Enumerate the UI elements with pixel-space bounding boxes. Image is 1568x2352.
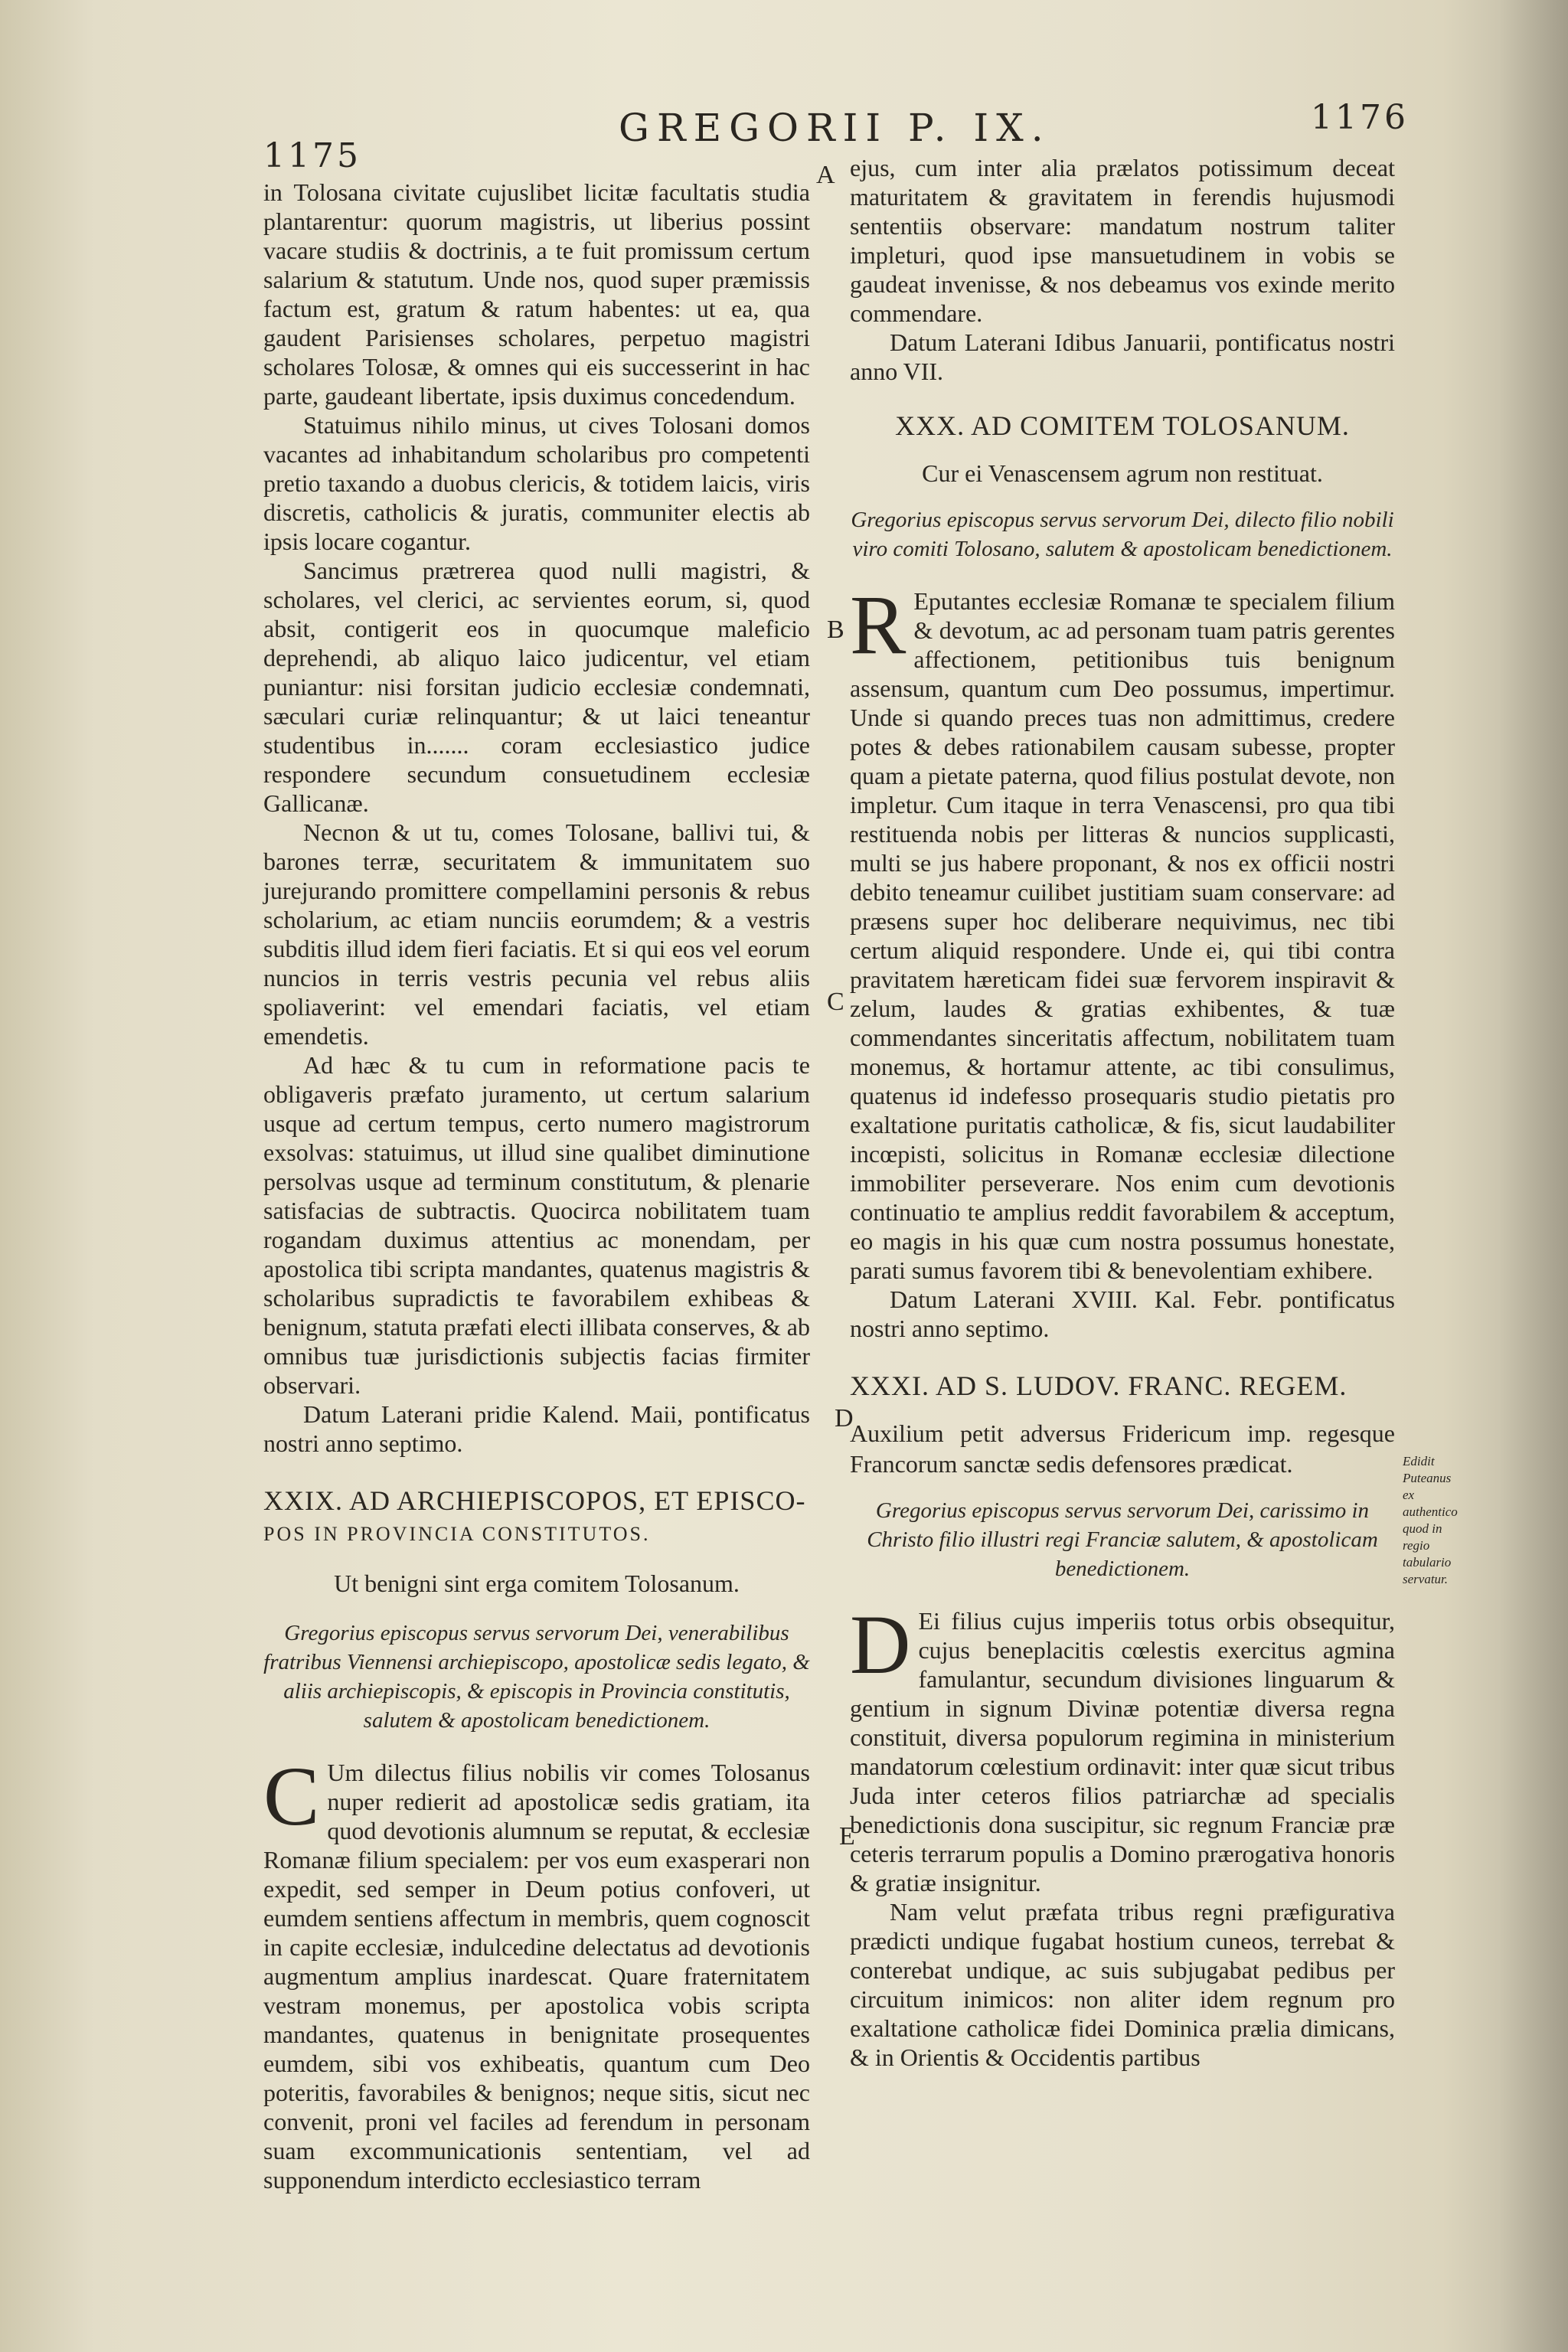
paragraph: Statuimus nihilo minus, ut cives Tolosani domos vacantes ad inhabitandum scholaribus pro competenti pretio taxando a duobus clericis, & totidem laicis, viris discretis, catholicis & juratis, communiter electis ab ipsis locare cogantur.	[263, 411, 810, 555]
letter-body-text: Eputantes ecclesiæ Romanæ te specialem filium & devotum, ac ad personam tuam patris gerentes affectionem, petitionibus tuis benignum assensum, quantum cum Deo possumus, impertimur. Unde si quando preces tuas non admittimus, credere potes & debes rationabilem causam subesse, propter quam a pietate paterna, quod filius postulat devote, non impletur. Cum itaque in terra Venascensi, pro qua tibi restituenda nobis per litteras & nuncios supplicasti, multi se jus habere proponant, & nos ex officii nostri debito teneamur cuilibet justitiam suam conservare: ad præsens super hoc deliberare nequivimus, nec tibi certum aliquid respondere. Unde ei, qui tibi contra pravitatem hæreticam fidei suæ fervorem inspiravit & zelum, laudes & gratias exhibentes, & tuæ commendantes sinceritatis affectum, nobilitatem tuam monemus, & hortamur attente, ac tibi consulimus, quatenus id indefesso prosequaris studio pietatis pro exaltatione puritatis catholicæ, & fis, sicut laudabiliter incœpisti, solicitus in Romanæ ecclesiæ dilectione immobiliter perseverare. Nos enim cum devotionis continuatio te amplius reddit favorabilem & acceptum, eo magis in his quæ cum nostra possumus honestate, parati sumus favorem tibi & benevolentiam exhibere.	[850, 587, 1395, 1284]
letter-subtitle-xxxi: Auxilium petit adversus Fridericum imp. regesque Francorum sanctæ sedis defensores prædicat.	[850, 1419, 1395, 1478]
letter-date: Datum Laterani pridie Kalend. Maii, pontificatus nostri anno septimo.	[263, 1400, 810, 1457]
running-head: GREGORII P. IX.	[619, 106, 1051, 150]
letter-heading-xxix-continued: POS IN PROVINCIA CONSTITUTOS.	[263, 1523, 651, 1545]
paragraph: in Tolosana civitate cujuslibet licitæ facultatis studia plantarentur: quorum magistris, ut liberius possint vacare studiis & doctrinis, a te fuit promissum certum salarium & statutum. Unde nos, quod super præmissis factum est, gratum & ratum habentes: ut ea, qua gaudent Parisienses scholares, perpetuo magistri scholares Tolosæ, & omnes qui eis successerint in hac parte, gaudeant libertate, ipsis duximus concedendum.	[263, 178, 810, 410]
page-number-left: 1175	[263, 136, 361, 175]
letter-date: Datum Laterani XVIII. Kal. Febr. pontificatus nostri anno septimo.	[850, 1285, 1395, 1342]
letter-heading-xxxi: XXXI. AD S. LUDOV. FRANC. REGEM.	[850, 1370, 1348, 1401]
paragraph: Nam velut præfata tribus regni præfigurativa prædicti undique fugabat hostium cuneos, terrebat & conterebat undique, ac suis subjugabat pedibus per circuitum inimicos: non aliter idem regnum pro exaltatione catholicæ fidei Dominica prælia dimicans, & in Orientis & Occidentis partibus	[850, 1898, 1395, 2071]
letter-heading-xxx: XXX. AD COMITEM TOLOSANUM.	[895, 410, 1350, 441]
right-column	[850, 153, 1395, 2072]
margin-letter-c: C	[827, 988, 844, 1016]
letter-body-xxxi	[850, 1598, 1395, 1897]
drop-cap: R	[850, 578, 906, 671]
letter-subtitle-xxix: Ut benigni sint erga comitem Tolosanum.	[334, 1570, 740, 1597]
letter-inscription-xxxi: Gregorius episcopus servus servorum Dei, carissimo in Christo filio illustri regi Franciæ salutem, & apostolicam benedictionem.	[867, 1498, 1378, 1581]
margin-note: Edidit Puteanus ex authentico quod in regio tabulario servatur.	[1403, 1454, 1458, 1586]
letter-subtitle-xxx: Cur ei Venascensem agrum non restituat.	[922, 459, 1323, 487]
left-column	[263, 178, 810, 2194]
letter-date: Datum Laterani Idibus Januarii, pontificatus nostri anno VII.	[850, 328, 1395, 385]
paragraph: Necnon & ut tu, comes Tolosane, ballivi tui, & barones terræ, securitatem & immunitatem suo jurejurando promittere compellamini personis & rebus scholarium, ac etiam nunciis eorumdem; & a vestris subditis illud idem fieri faciatis. Et si qui eos vel eorum nuncios in terris vestris pecunia vel rebus aliis spoliaverint: vel emendari faciatis, vel etiam emendetis.	[263, 818, 810, 1050]
letter-inscription-xxix: Gregorius episcopus servus servorum Dei, venerabilibus fratribus Viennensi archiepiscopo, apostolicæ sedis legato, & aliis archiepiscopis, & episcopis in Provincia constitutis, salutem & apostolicam benedictionem.	[263, 1621, 810, 1733]
letter-body-xxx	[850, 578, 1395, 1285]
paragraph: Ad hæc & tu cum in reformatione pacis te obligaveris præfato juramento, ut certum salarium usque ad certum tempus, certo numero magistrorum exsolvas: statuimus, ut illud sine qualibet diminutione persolvas usque ad terminum constitutum, & plenarie satisfacias de subtractis. Quocirca nobilitatem tuam rogandam duximus attentius ac monendam, per apostolica tibi scripta mandantes, quatenus magistris & scholaribus supradictis te favorabilem exhibeas & benignum, statuta præfati electi illibata conserves, & ab omnibus tuæ jurisdictionis subjectis facias firmiter observari.	[263, 1051, 810, 1399]
margin-letter-e: E	[839, 1822, 855, 1851]
paragraph: Sancimus prætrerea quod nulli magistri, & scholares, vel clerici, ac servientes eorum, si, quod absit, contigerit eos in quocumque maleficio deprehendi, ab aliquo laico judicentur, vel etiam puniantur: nisi forsitan judicio ecclesiæ condemnati, sæculari curiæ relinquantur; & ut laici teneantur studentibus in....... coram ecclesiastico judice respondere secundum consuetudinem ecclesiæ Gallicanæ.	[263, 557, 810, 817]
margin-letter-a: A	[816, 161, 835, 189]
letter-body-xxix	[263, 1749, 810, 2194]
drop-cap: C	[263, 1749, 320, 1843]
drop-cap: D	[850, 1598, 911, 1691]
letter-heading-xxix: XXIX. AD ARCHIEPISCOPOS, ET EPISCO-	[263, 1485, 806, 1516]
letter-body-text: Ei filius cujus imperiis totus orbis obsequitur, cujus beneplacitis cœlestis exercitus agmina famulantur, secundum divisiones linguarum & gentium in signum Divinæ potentiæ diversa regna constituit, diversa populorum regimina in ministerium mandatorum cœlestium ordinavit: inter quæ sicut tribus Juda inter ceteros filios patriarchæ ad specialis benedictionis dona suscipitur, sic regnum Franciæ præ ceteris terrarum populis a Domino prærogativa honoris & gratiæ insignitur.	[850, 1607, 1395, 1896]
margin-letter-b: B	[827, 616, 844, 644]
letter-body-text: Um dilectus filius nobilis vir comes Tolosanus nuper redierit ad apostolicæ sedis gratiam, ita quod devotionis alumnum se reputat, & ecclesiæ Romanæ filium specialem: per vos eum exasperari non expedit, sed semper in Deum potius confoveri, ut eumdem sentiens affectum in membris, quem cognoscit in capite ecclesiæ, indulcedine delectatus ad devotionis augmentum amplius inardescat. Quare fraternitatem vestram monemus, per apostolica vobis scripta mandantes, quatenus in benignitate prosequentes eumdem, sibi vos exhibeatis, quantum cum Deo poteritis, favorabiles & benignos; neque sitis, sicut nec convenit, proni vel faciles ad ferendum in personam suam excommunicationis sententiam, vel ad supponendum interdicto ecclesiastico terram	[263, 1759, 810, 2194]
letter-inscription-xxx: Gregorius episcopus servus servorum Dei, dilecto filio nobili viro comiti Tolosano, salutem & apostolicam benedictionem.	[851, 508, 1394, 561]
paragraph: ejus, cum inter alia prælatos potissimum deceat maturitatem & gravitatem in ferendis hujusmodi sententiis observare: mandatum nostrum taliter impleturi, quod ipse mansuetudinem in vobis se gaudeat invenisse, & nos debeamus vos exinde merito commendare.	[850, 154, 1395, 327]
page-number-right: 1176	[1311, 98, 1409, 137]
margin-letter-d: D	[835, 1404, 854, 1432]
